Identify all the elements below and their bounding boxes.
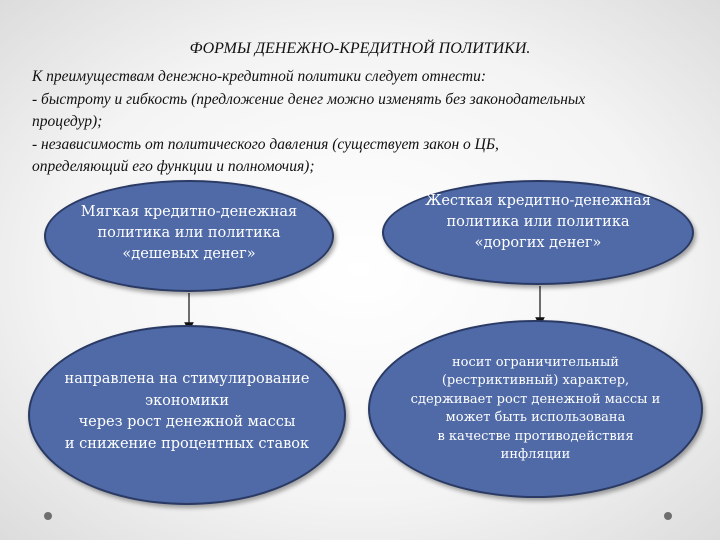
soft-policy-label: Мягкая кредитно-денежная политика или политика «дешевых денег» — [80, 203, 298, 262]
bullet-dot — [44, 512, 52, 520]
intro-line: процедур); — [32, 113, 103, 130]
soft-effect-label: направлена на стимулирование экономики через рост денежной массы и снижение процентных ставок — [64, 371, 310, 452]
hard-effect-ellipse — [368, 320, 703, 498]
intro-line: определяющий его функции и полномочия); — [32, 158, 315, 175]
hard-effect-label: носит ограничительный (рестриктивный) характер, сдерживает рост денежной массы и может быть использована в качестве противодействия инфляции — [410, 354, 661, 462]
intro-line: - независимость от политического давления (существует закон о ЦБ, — [32, 135, 499, 153]
soft-effect-ellipse — [28, 325, 346, 505]
hard-policy-label: Жесткая кредитно-денежная политика или политика «дорогих денег» — [425, 193, 651, 251]
intro-line: - быстроту и гибкость (предложение денег можно изменять без законодательных — [32, 90, 586, 108]
slide-title: ФОРМЫ ДЕНЕЖНО-КРЕДИТНОЙ ПОЛИТИКИ. — [189, 40, 531, 57]
intro-line: К преимуществам денежно-кредитной политики следует отнести: — [32, 68, 487, 85]
bullet-dot — [664, 512, 672, 520]
